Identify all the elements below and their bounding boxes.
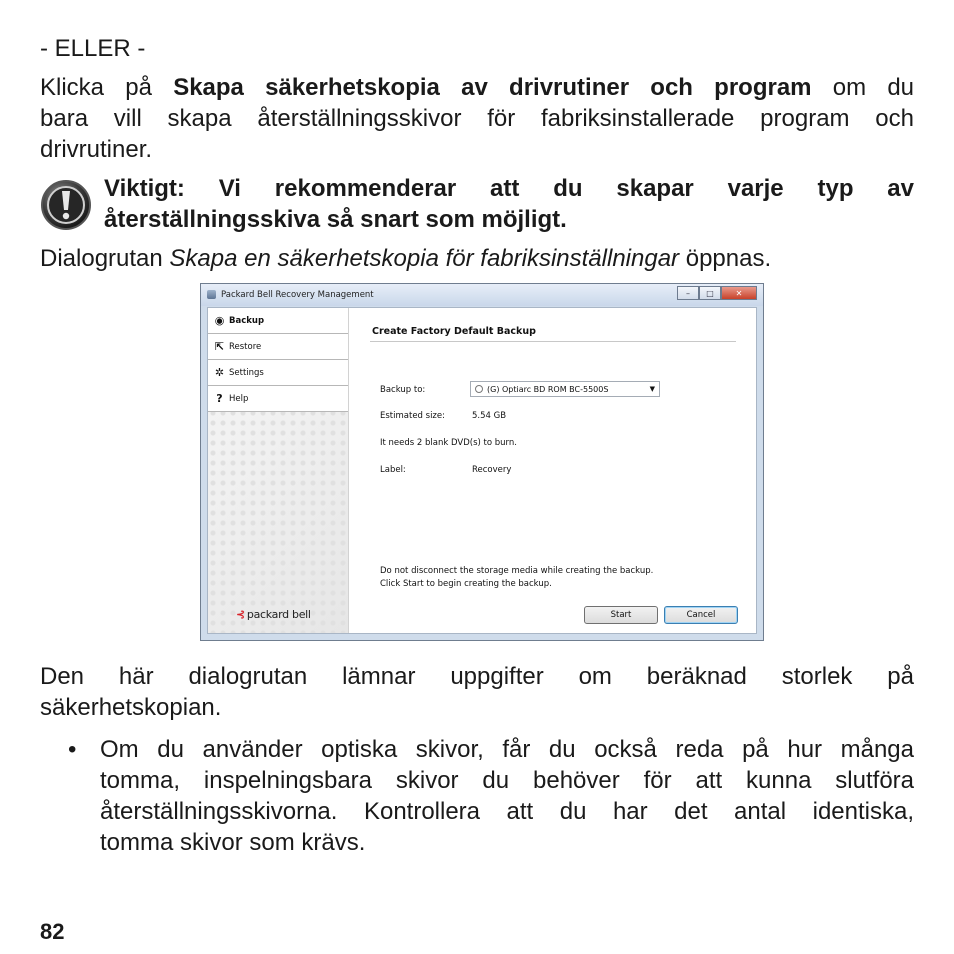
dialog-name-italic: Skapa en säkerhetskopia för fabriksinställningar bbox=[169, 245, 680, 272]
app-icon bbox=[207, 290, 216, 299]
content-pane bbox=[348, 308, 756, 633]
cancel-button[interactable]: Cancel bbox=[664, 606, 738, 624]
packard-bell-logo bbox=[236, 608, 311, 621]
maximize-button[interactable]: □ bbox=[699, 286, 721, 300]
paragraph-1-text-b: om du bbox=[832, 74, 915, 101]
window-body bbox=[207, 307, 757, 634]
start-instruction: Click Start to begin creating the backup. bbox=[380, 579, 552, 589]
gear-icon: ✲ bbox=[214, 366, 225, 379]
important-note-line-2: återställningsskiva så snart som möjligt. bbox=[104, 206, 567, 233]
restore-icon: ⇱ bbox=[214, 340, 225, 353]
estimated-size-label: Estimated size: bbox=[380, 411, 445, 421]
sidebar-item-settings[interactable] bbox=[208, 360, 348, 386]
logo-mark-icon: ⊰ bbox=[236, 608, 245, 621]
bullet-line-3: återställningsskivorna. Kontrollera att du har det antal identiska, bbox=[100, 798, 914, 825]
backup-target-dropdown[interactable] bbox=[470, 381, 660, 397]
backup-to-label: Backup to: bbox=[380, 385, 426, 395]
sidebar-item-restore[interactable] bbox=[208, 334, 348, 360]
paragraph-2-line-1: Den här dialogrutan lämnar uppgifter om beräknad storlek på bbox=[40, 663, 914, 690]
sidebar-item-label: Restore bbox=[229, 341, 262, 352]
start-button[interactable]: Start bbox=[584, 606, 658, 624]
bullet-line-1: Om du använder optiska skivor, får du också reda på hur många bbox=[100, 736, 914, 763]
estimated-size-value: 5.54 GB bbox=[472, 411, 507, 421]
label-value: Recovery bbox=[472, 465, 512, 475]
disconnect-warning: Do not disconnect the storage media while creating the backup. bbox=[380, 566, 654, 576]
help-icon: ? bbox=[216, 392, 223, 405]
or-separator: - ELLER - bbox=[40, 35, 146, 62]
sidebar-item-label: Help bbox=[229, 393, 249, 404]
chevron-down-icon: ▼ bbox=[649, 385, 655, 393]
sidebar-item-help[interactable] bbox=[208, 386, 348, 412]
sidebar bbox=[208, 308, 349, 633]
drive-icon bbox=[475, 385, 483, 393]
warning-icon bbox=[40, 179, 92, 231]
blank-dvd-info: It needs 2 blank DVD(s) to burn. bbox=[380, 438, 517, 448]
bullet-line-2: tomma, inspelningsbara skivor du behöver för att kunna slutföra bbox=[100, 767, 914, 794]
bullet-marker: • bbox=[68, 736, 77, 763]
heading-divider bbox=[370, 341, 736, 342]
paragraph-1-line-2: bara vill skapa återställningsskivor för fabriksinstallerade program och bbox=[40, 105, 914, 132]
paragraph-1-line-1 bbox=[40, 72, 914, 103]
minimize-button[interactable]: – bbox=[677, 286, 699, 300]
sidebar-item-label: Backup bbox=[229, 315, 265, 326]
bullet-line-4: tomma skivor som krävs. bbox=[100, 829, 366, 856]
sidebar-item-backup[interactable] bbox=[208, 308, 348, 334]
label-label: Label: bbox=[380, 465, 406, 475]
close-button[interactable]: ✕ bbox=[721, 286, 757, 300]
paragraph-1-line-3: drivrutiner. bbox=[40, 136, 153, 163]
window-title: Packard Bell Recovery Management bbox=[221, 290, 374, 300]
recovery-management-window bbox=[200, 283, 764, 641]
window-controls bbox=[677, 286, 757, 300]
logo-text: packard bell bbox=[246, 608, 311, 621]
paragraph-1-text-a: Klicka på bbox=[40, 74, 152, 101]
backup-target-value: (G) Optiarc BD ROM BC-5500S bbox=[487, 384, 609, 394]
important-note-line-1: Viktigt: Vi rekommenderar att du skapar varje typ av bbox=[104, 175, 914, 202]
paragraph-1-bold-option: Skapa säkerhetskopia av drivrutiner och program bbox=[173, 74, 812, 101]
paragraph-2-line-2: säkerhetskopian. bbox=[40, 694, 222, 721]
window-titlebar bbox=[201, 284, 763, 306]
content-heading: Create Factory Default Backup bbox=[372, 326, 536, 337]
sidebar-item-label: Settings bbox=[229, 367, 264, 378]
dialog-sentence-after: öppnas. bbox=[685, 245, 772, 272]
dialog-sentence-before: Dialogrutan bbox=[40, 245, 163, 272]
page-number: 82 bbox=[40, 919, 65, 944]
dialog-sentence bbox=[40, 243, 771, 274]
disc-icon: ◉ bbox=[214, 314, 225, 327]
